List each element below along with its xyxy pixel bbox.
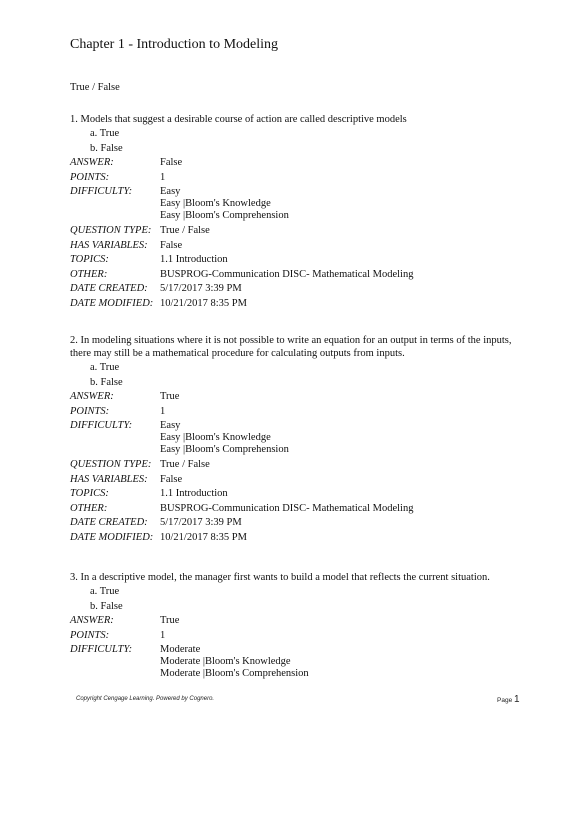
date-created-row: DATE CREATED: 5/17/2017 3:39 PM [70, 517, 242, 528]
date-modified-row: DATE MODIFIED: 10/21/2017 8:35 PM [70, 297, 247, 309]
topics-row: TOPICS: 1.1 Introduction [70, 254, 228, 265]
choice-b: b. False [90, 142, 123, 154]
question-metadata [70, 390, 530, 545]
other-row: OTHER: BUSPROG-Communication DISC- Mathematical Modeling [70, 268, 414, 280]
question-text: 3. In a descriptive model, the manager first wants to build a model that reflects the current situation. [70, 572, 490, 583]
answer-choices [90, 585, 530, 614]
answer-row: ANSWER: True [70, 390, 530, 405]
choice-a: a. True [90, 362, 120, 373]
question-metadata [70, 614, 530, 682]
answer-value: True [160, 615, 180, 626]
difficulty-value: Easy |Bloom's Knowledge [160, 198, 271, 209]
question-type-row: QUESTION TYPE: True / False [70, 225, 210, 236]
difficulty-value: Easy |Bloom's Comprehension [160, 444, 289, 455]
difficulty-value: Moderate |Bloom's Comprehension [160, 668, 309, 679]
has-variables-row: HAS VARIABLES: False [70, 239, 183, 251]
answer-value: True [160, 391, 180, 402]
difficulty-value: Easy [160, 420, 181, 431]
difficulty-row: DIFFICULTY: Easy Easy |Bloom's Knowledge Easy |Bloom's Comprehension [70, 419, 530, 458]
difficulty-value: Easy |Bloom's Knowledge [160, 432, 271, 443]
copyright-footer: Copyright Cengage Learning. Powered by Cognero. [76, 696, 215, 702]
answer-row: ANSWER: True [70, 614, 530, 629]
difficulty-value: Moderate |Bloom's Knowledge [160, 656, 291, 667]
question-2 [70, 334, 530, 545]
points-value: 1 [160, 629, 166, 641]
answer-choices [90, 127, 530, 156]
topics-row: TOPICS: 1.1 Introduction [70, 488, 228, 499]
difficulty-value: Easy [160, 186, 181, 197]
choice-b: b. False [90, 600, 123, 612]
difficulty-value: Easy |Bloom's Comprehension [160, 210, 289, 221]
question-metadata [70, 156, 530, 311]
question-3 [70, 571, 530, 682]
page-number-value: 1 [514, 694, 520, 705]
points-row: POINTS: 1 [70, 629, 530, 644]
difficulty-value: Moderate [160, 644, 201, 655]
date-modified-row: DATE MODIFIED: 10/21/2017 8:35 PM [70, 531, 247, 543]
points-value: 1 [160, 171, 166, 183]
question-1 [70, 113, 530, 311]
difficulty-row: DIFFICULTY: Easy Easy |Bloom's Knowledge Easy |Bloom's Comprehension [70, 185, 530, 224]
date-created-row: DATE CREATED: 5/17/2017 3:39 PM [70, 283, 242, 294]
has-variables-row: HAS VARIABLES: False [70, 473, 183, 485]
choice-a: a. True [90, 128, 120, 139]
choice-a: a. True [90, 586, 120, 597]
chapter-title: Chapter 1 - Introduction to Modeling [70, 37, 279, 52]
question-text: 2. In modeling situations where it is not possible to write an equation for an output in terms of the inputs, there may still be a mathematical procedure for calculating outputs from inputs. [70, 335, 512, 359]
difficulty-row: DIFFICULTY: Moderate Moderate |Bloom's Knowledge Moderate |Bloom's Comprehension [70, 643, 530, 682]
question-text: 1. Models that suggest a desirable course of action are called descriptive models [70, 114, 407, 125]
points-value: 1 [160, 405, 166, 417]
question-type-row: QUESTION TYPE: True / False [70, 459, 210, 470]
answer-value: False [160, 157, 183, 168]
points-row: POINTS: 1 [70, 171, 530, 186]
page-label: Page [497, 697, 513, 704]
answer-choices [90, 361, 530, 390]
section-heading: True / False [70, 82, 120, 93]
other-row: OTHER: BUSPROG-Communication DISC- Mathematical Modeling [70, 502, 414, 514]
points-row: POINTS: 1 [70, 405, 530, 420]
choice-b: b. False [90, 376, 123, 388]
answer-row: ANSWER: False [70, 156, 530, 171]
page-number [497, 694, 520, 705]
